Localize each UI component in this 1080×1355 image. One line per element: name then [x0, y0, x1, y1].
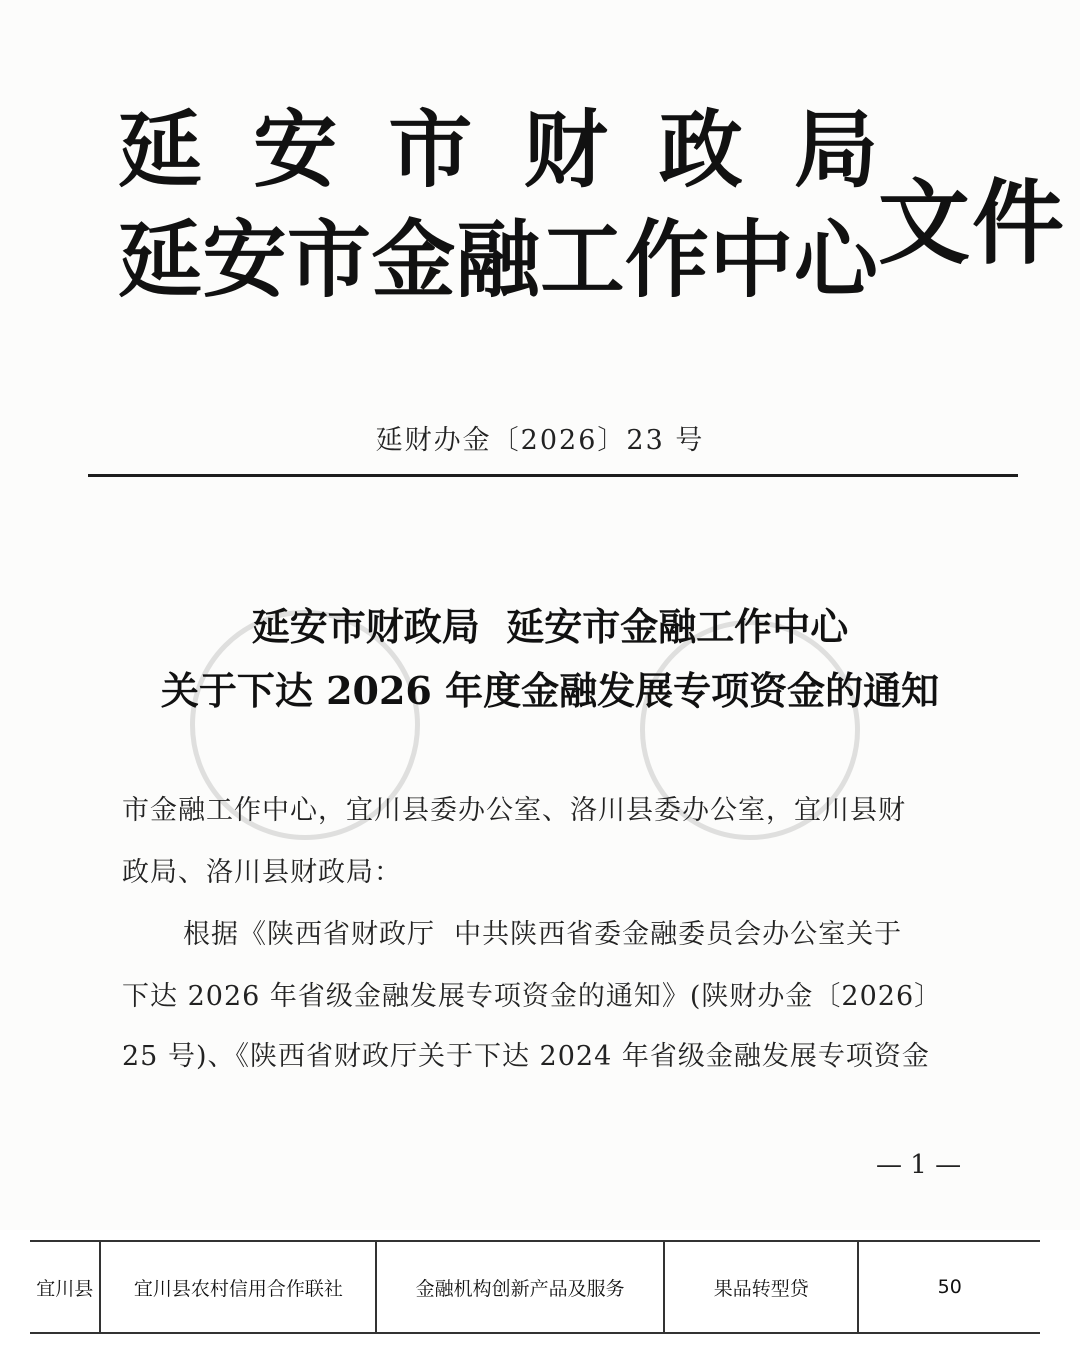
letterhead-suffix: 文件	[878, 169, 1067, 277]
paragraph-line-3: 25 号)、《陕西省财政厅关于下达 2024 年省级金融发展专项资金	[122, 1041, 930, 1072]
page-number: — 1 —	[876, 1150, 962, 1180]
letterhead-char: 中	[709, 210, 794, 309]
document-title-line-2: 关于下达 2026 年度金融发展专项资金的通知	[160, 668, 940, 713]
letterhead-char: 融	[455, 210, 540, 309]
letterhead	[118, 95, 878, 315]
letterhead-char: 政	[658, 100, 743, 199]
funding-table-row	[30, 1240, 1040, 1334]
table-cell-amount: 50	[937, 1276, 962, 1298]
letterhead-line-1	[118, 95, 878, 205]
table-cell-category: 金融机构创新产品及服务	[377, 1242, 665, 1332]
letterhead-char: 延	[118, 210, 203, 309]
letterhead-char: 财	[523, 100, 608, 199]
letterhead-char: 金	[371, 210, 456, 309]
paragraph-line-1: 根据《陕西省财政厅 中共陕西省委金融委员会办公室关于	[183, 919, 903, 950]
letterhead-char: 工	[540, 210, 625, 309]
letterhead-char: 市	[388, 100, 473, 199]
recipients-line-1: 市金融工作中心，宜川县委办公室、洛川县委办公室，宜川县财	[122, 795, 906, 826]
paragraph-line-2: 下达 2026 年省级金融发展专项资金的通知》(陕财办金〔2026〕	[122, 981, 943, 1012]
table-cell-product: 果品转型贷	[665, 1242, 859, 1332]
table-cell-institution: 宜川县农村信用合作联社	[101, 1242, 377, 1332]
letterhead-line-2	[118, 205, 878, 315]
document-title-line-1: 延安市财政局 延安市金融工作中心	[251, 604, 849, 649]
table-cell-county: 宜川县	[30, 1242, 101, 1332]
header-divider	[88, 474, 1018, 477]
letterhead-char: 市	[286, 210, 371, 309]
letterhead-char: 安	[202, 210, 287, 309]
letterhead-char: 延	[118, 100, 203, 199]
recipients-line-2: 政局、洛川县财政局：	[122, 857, 402, 888]
letterhead-char: 作	[624, 210, 709, 309]
letterhead-char: 局	[793, 100, 878, 199]
letterhead-char: 安	[253, 100, 338, 199]
letterhead-char: 心	[793, 210, 878, 309]
document-number: 延财办金〔2026〕23 号	[375, 425, 705, 456]
